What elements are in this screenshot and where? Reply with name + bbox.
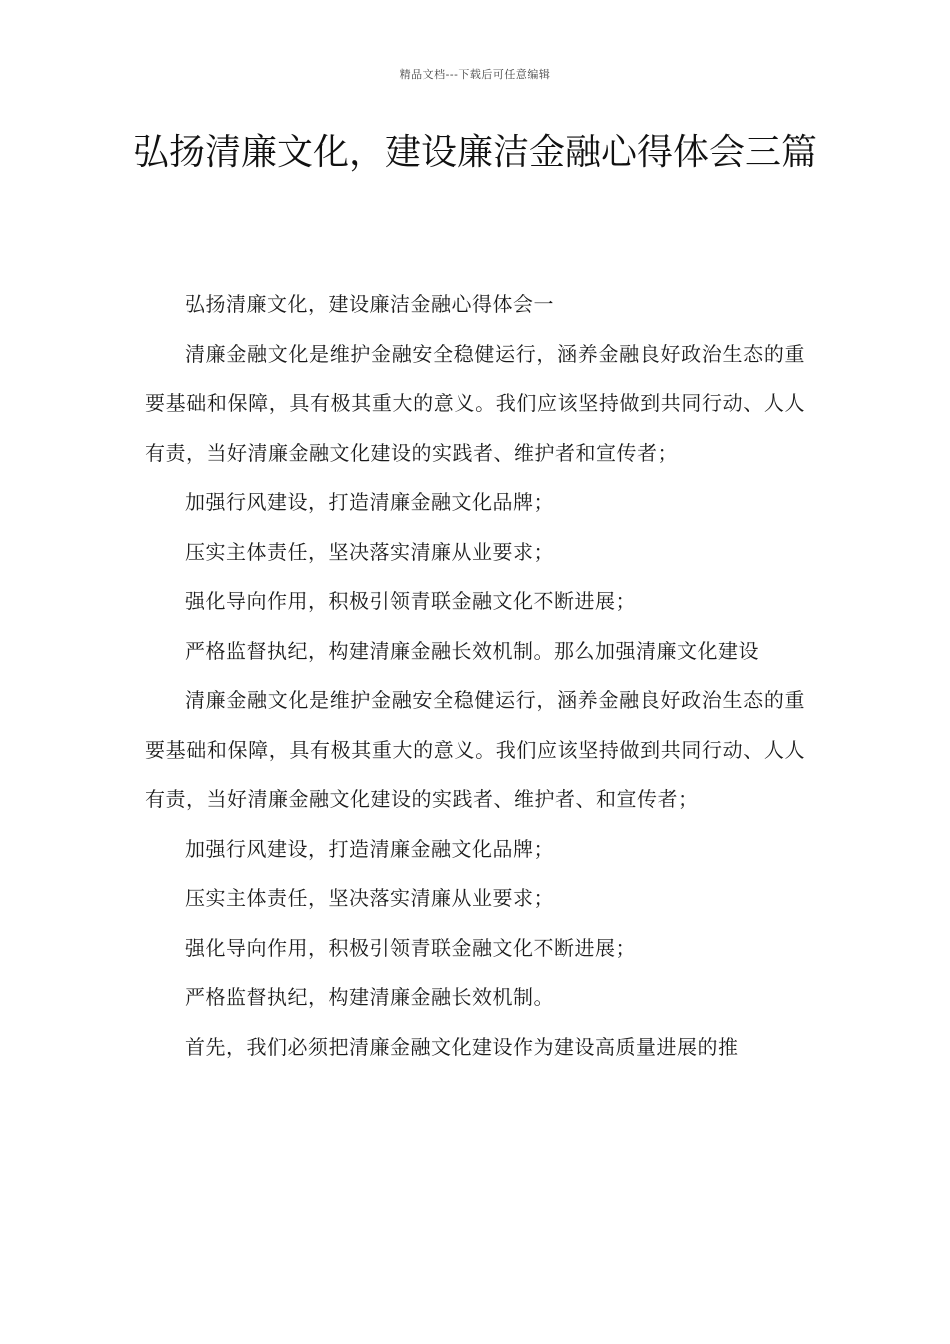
paragraph: 压实主体责任，坚决落实清廉从业要求；: [185, 539, 554, 564]
paragraph: 严格监督执纪，构建清廉金融长效机制。: [185, 985, 554, 1009]
paragraph: 弘扬清廉文化，建设廉洁金融心得体会一: [185, 292, 554, 316]
document-body: [145, 280, 805, 1072]
paragraph: 严格监督执纪，构建清廉金融长效机制。那么加强清廉文化建设: [185, 638, 759, 663]
paragraph: 加强行风建设，打造清廉金融文化品牌；: [185, 490, 554, 514]
paragraph: 清廉金融文化是维护金融安全稳健运行，涵养金融良好政治生态的重要基础和保障，具有极其重大的意义。我们应该坚持做到共同行动、人人有责，当好清廉金融文化建设的实践者、维护者和宣传者；: [145, 341, 805, 465]
paragraph: 清廉金融文化是维护金融安全稳健运行，涵养金融良好政治生态的重要基础和保障，具有极其重大的意义。我们应该坚持做到共同行动、人人有责，当好清廉金融文化建设的实践者、维护者、和宣传者；: [145, 688, 805, 811]
paragraph: 强化导向作用，积极引领青联金融文化不断进展；: [185, 935, 636, 960]
header-note: 精品文档---下载后可任意编辑: [399, 68, 551, 81]
paragraph: 首先，我们必须把清廉金融文化建设作为建设高质量进展的推: [185, 1034, 739, 1059]
paragraph: 强化导向作用，积极引领青联金融文化不断进展；: [185, 589, 636, 613]
document-title: 弘扬清廉文化，建设廉洁金融心得体会三篇: [132, 132, 817, 173]
paragraph: 加强行风建设，打造清廉金融文化品牌；: [185, 836, 554, 861]
paragraph: 压实主体责任，坚决落实清廉从业要求；: [185, 886, 554, 910]
